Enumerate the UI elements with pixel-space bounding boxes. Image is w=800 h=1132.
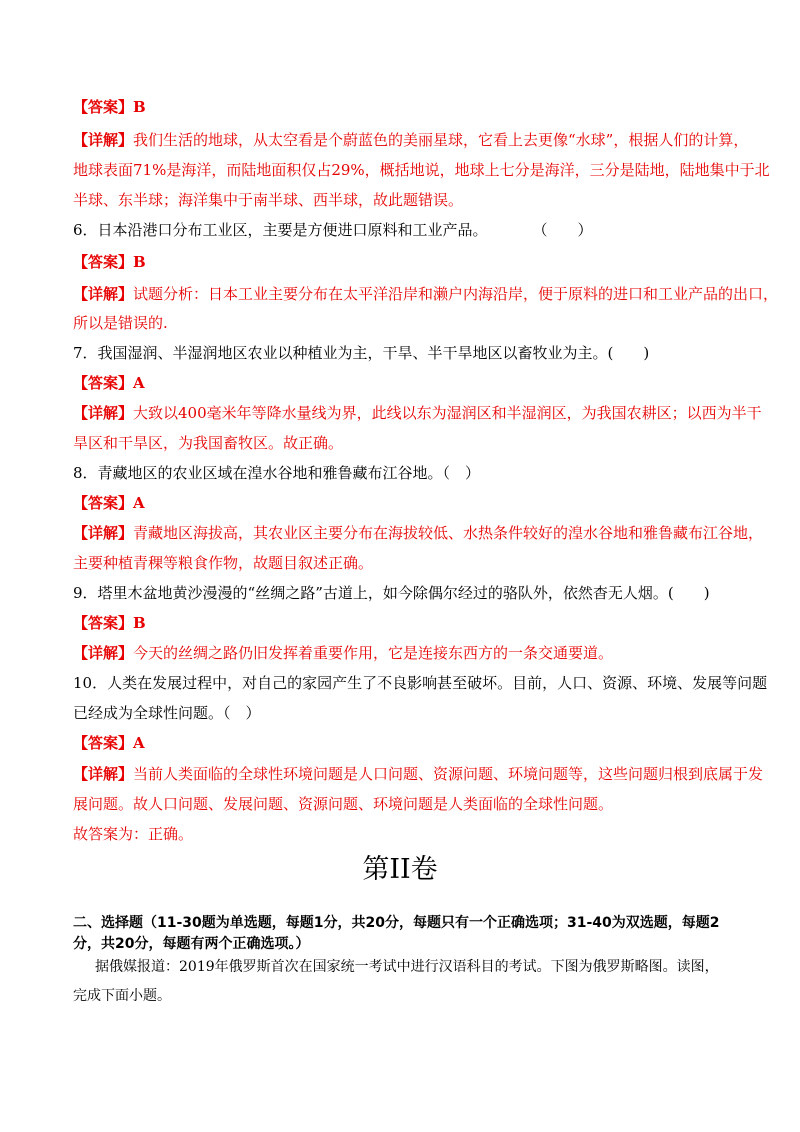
explanation-label: 【详解】 <box>73 765 134 783</box>
explanation-label: 【详解】 <box>73 131 134 149</box>
explanation-text: 大致以400毫米年等降水量线为界，此线以东为湿润区和半湿润区，为我国农耕区；以西为半干 <box>133 404 762 422</box>
explanation-text: 我们生活的地球，从太空看是个蔚蓝色的美丽星球，它看上去更像“水球”，根据人们的计算， <box>133 131 749 149</box>
question-7: 7．我国湿润、半湿润地区农业以种植业为主，干旱、半干旱地区以畜牧业为主。( ) <box>73 344 650 362</box>
question-9: 9．塔里木盆地黄沙漫漫的“丝绸之路”古道上，如今除偶尔经过的骆队外，依然杳无人烟。( ) <box>73 584 710 602</box>
answer-value: B <box>133 614 146 632</box>
question-10: 10．人类在发展过程中，对自己的家园产生了不良影响甚至破坏。目前，人口、资源、环境、发展等问题 <box>73 674 768 692</box>
question-6: 6．日本沿港口分布工业区，主要是方便进口原料和工业产品。 （ ） <box>73 221 593 239</box>
explanation-text: 当前人类面临的全球性环境问题是人口问题、资源问题、环境问题等，这些问题归根到底属于发 <box>133 765 764 783</box>
explanation-line: 主要种植青稞等粮食作物，故题目叙述正确。 <box>73 554 374 572</box>
explanation-line: 所以是错误的. <box>73 314 168 332</box>
explanation-line <box>73 130 748 150</box>
section-intro: 分，共20分，每题有两个正确选项。） <box>73 936 310 952</box>
answer-line <box>73 493 145 513</box>
explanation-text: 青藏地区海拔高，其农业区主要分布在海拔较低、水热条件较好的湟水谷地和雅鲁藏布江谷地， <box>133 524 764 542</box>
answer-value: A <box>133 374 145 392</box>
explanation-line: 展问题。故人口问题、发展问题、资源问题、环境问题是人类面临的全球性问题。 <box>73 795 614 813</box>
explanation-line: 地球表面71%是海洋，而陆地面积仅占29%，概括地说，地球上七分是海洋，三分是陆地，陆地集中于北 <box>73 161 770 179</box>
answer-value: B <box>133 98 146 116</box>
explanation-line <box>73 403 762 423</box>
answer-line <box>73 733 145 753</box>
question-8: 8．青藏地区的农业区域在湟水谷地和雅鲁藏布江谷地。（ ） <box>73 464 481 482</box>
explanation-text: 今天的丝绸之路仍旧发挥着重要作用，它是连接东西方的一条交通要道。 <box>133 644 614 662</box>
passage-text: 完成下面小题。 <box>73 988 171 1004</box>
answer-label: 【答案】 <box>73 253 134 271</box>
passage-text: 据俄媒报道：2019年俄罗斯首次在国家统一考试中进行汉语科目的考试。下图为俄罗斯略图。读图， <box>95 959 719 975</box>
explanation-line: 半球、东半球；海洋集中于南半球、西半球，故此题错误。 <box>73 191 464 209</box>
question-10-cont: 已经成为全球性问题。（ ） <box>73 704 261 722</box>
answer-value: A <box>133 734 145 752</box>
answer-value: B <box>133 253 146 271</box>
explanation-line <box>73 764 763 784</box>
explanation-text: 试题分析：日本工业主要分布在太平洋沿岸和濑户内海沿岸，便于原料的进口和工业产品的出口， <box>133 285 779 303</box>
answer-line <box>73 613 146 633</box>
answer-label: 【答案】 <box>73 734 134 752</box>
answer-label: 【答案】 <box>73 614 134 632</box>
explanation-line <box>73 643 613 663</box>
explanation-label: 【详解】 <box>73 644 134 662</box>
section-intro: 二、选择题（11-30题为单选题，每题1分，共20分，每题只有一个正确选项；31-40为双选题，每题2 <box>73 915 720 931</box>
answer-line <box>73 97 146 117</box>
answer-value: A <box>133 494 145 512</box>
answer-label: 【答案】 <box>73 98 134 116</box>
explanation-line <box>73 523 763 543</box>
answer-line <box>73 373 145 393</box>
answer-line <box>73 252 146 272</box>
explanation-label: 【详解】 <box>73 524 134 542</box>
answer-label: 【答案】 <box>73 374 134 392</box>
answer-label: 【答案】 <box>73 494 134 512</box>
explanation-line: 旱区和干旱区，为我国畜牧区。故正确。 <box>73 434 344 452</box>
section-heading: 第II卷 <box>362 854 438 885</box>
explanation-label: 【详解】 <box>73 404 134 422</box>
explanation-line: 故答案为：正确。 <box>73 825 194 843</box>
explanation-label: 【详解】 <box>73 285 134 303</box>
explanation-line <box>73 284 778 304</box>
